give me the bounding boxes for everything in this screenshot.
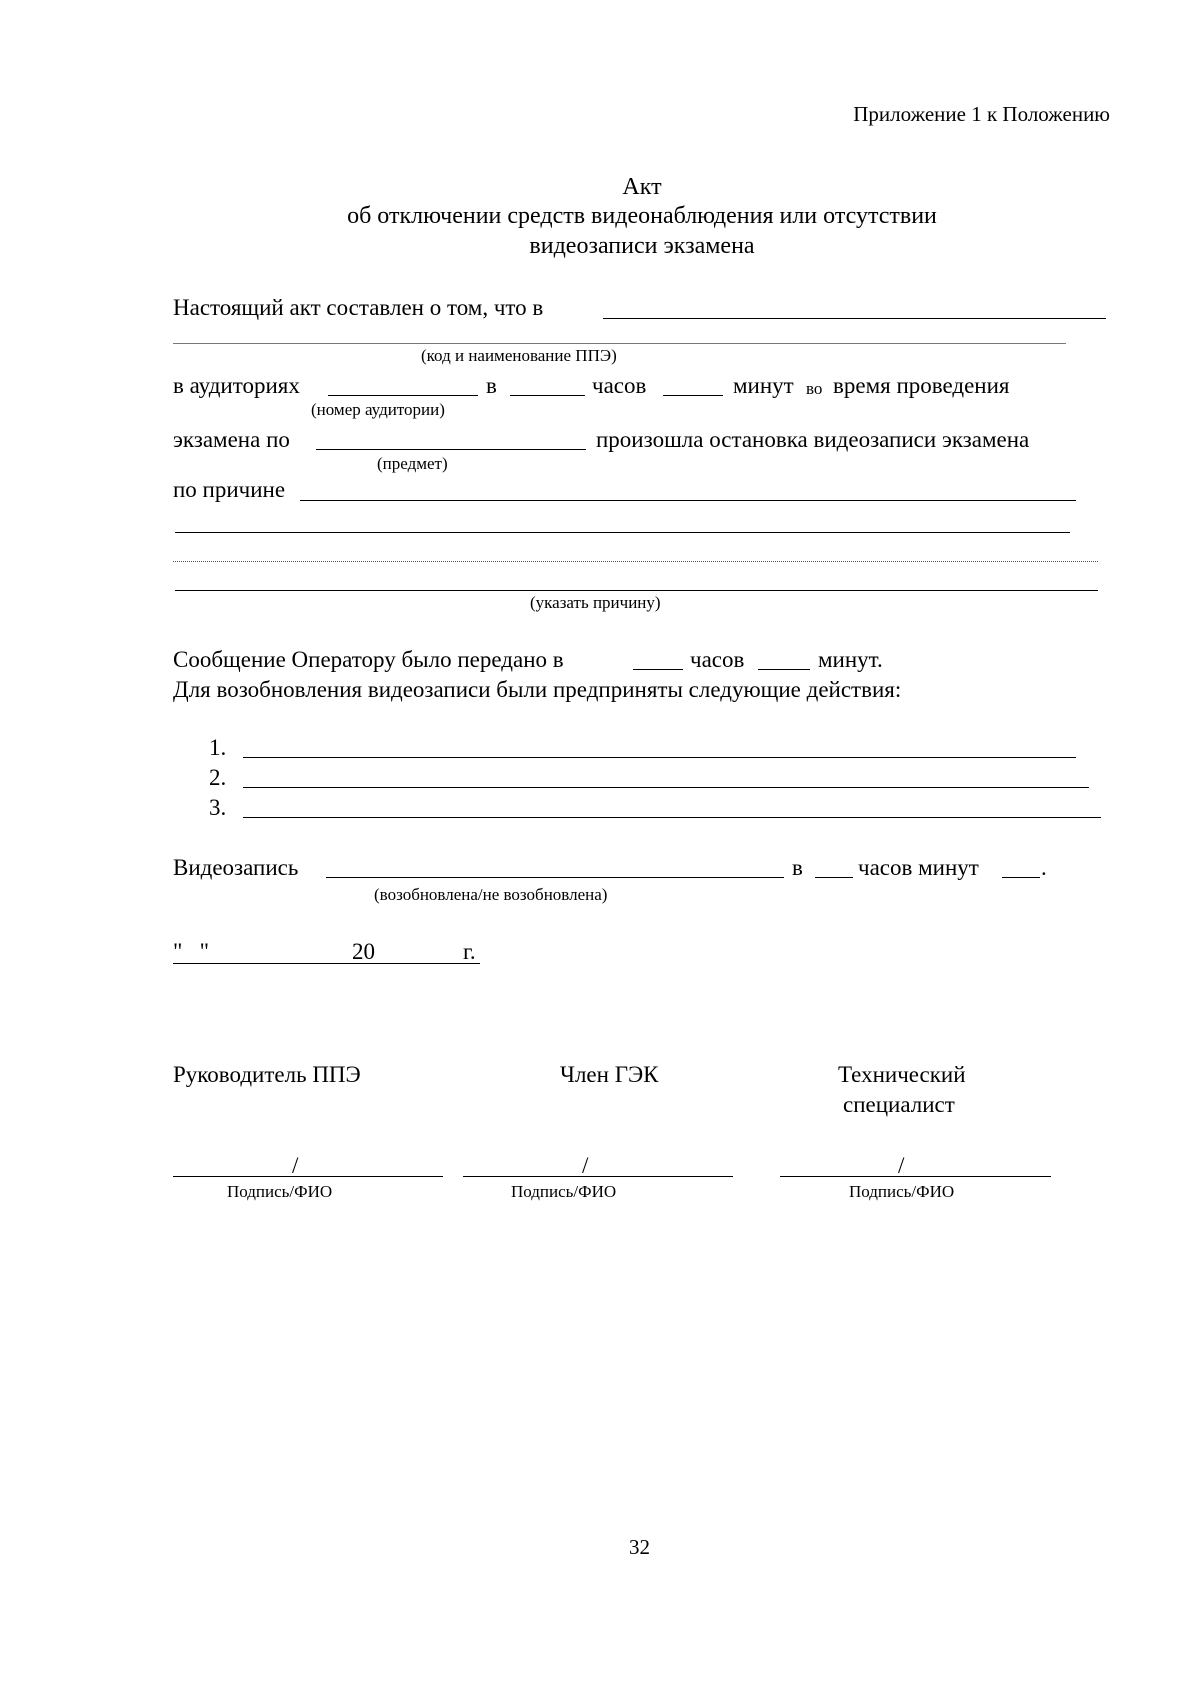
reason-label: по причине	[173, 477, 286, 502]
video-status-line[interactable]	[326, 877, 784, 878]
ppe-field-line-2[interactable]	[173, 343, 1066, 344]
page-number: 32	[629, 1535, 650, 1559]
rooms-hours: часов	[592, 373, 647, 398]
hint-room: (номер аудитории)	[311, 400, 445, 419]
operator-minutes-line[interactable]	[758, 669, 810, 670]
reason-line-1[interactable]	[300, 500, 1076, 501]
operator-hours-line[interactable]	[633, 669, 683, 670]
date-quotes: " "	[173, 939, 210, 964]
video-at: в	[792, 855, 803, 880]
slash-2: /	[582, 1153, 589, 1178]
signature-line-ppe-head[interactable]	[173, 1176, 443, 1177]
room-number-line[interactable]	[328, 395, 478, 396]
list-number-3: 3.	[209, 795, 227, 820]
slash-3: /	[898, 1153, 905, 1178]
title-subject-line2: видеозаписи экзамена	[529, 233, 755, 259]
video-hours-line[interactable]	[815, 877, 853, 878]
date-line[interactable]	[173, 963, 480, 964]
rooms-label: в аудиториях	[173, 373, 300, 398]
stop-text: произошла остановка видеозаписи экзамена	[596, 427, 1030, 452]
video-label: Видеозапись	[173, 855, 299, 880]
during-small: во	[806, 379, 823, 398]
hint-subject: (предмет)	[377, 454, 448, 473]
video-dot: .	[1041, 855, 1047, 880]
appendix-note: Приложение 1 к Положению	[853, 102, 1110, 126]
list-number-1: 1.	[209, 735, 227, 760]
hint-video: (возобновлена/не возобновлена)	[374, 885, 608, 904]
date-year: 20	[352, 939, 375, 964]
video-minutes-line[interactable]	[1002, 877, 1040, 878]
video-time: часов минут	[858, 855, 979, 880]
reason-line-2[interactable]	[175, 532, 1070, 533]
action-line-2[interactable]	[243, 787, 1089, 788]
role-gek-member: Член ГЭК	[560, 1062, 659, 1087]
list-number-2: 2.	[209, 765, 227, 790]
role-ppe-head: Руководитель ППЭ	[173, 1062, 361, 1087]
signature-line-gek-member[interactable]	[463, 1176, 733, 1177]
action-line-1[interactable]	[243, 757, 1076, 758]
reason-line-3[interactable]	[173, 561, 1098, 562]
minutes-line[interactable]	[663, 395, 723, 396]
role-tech-line1: Технический	[838, 1062, 966, 1087]
exam-by-label: экзамена по	[173, 427, 290, 452]
rooms-at: в	[486, 373, 497, 398]
role-tech-line2: специалист	[843, 1092, 955, 1117]
title-subject-line1: об отключении средств видеонаблюдения или отсутствии	[347, 203, 937, 229]
hint-ppe: (код и наименование ППЭ)	[421, 346, 617, 365]
intro-text: Настоящий акт составлен о том, что в	[173, 295, 544, 320]
ppe-field-line[interactable]	[603, 318, 1106, 319]
hint-signature-1: Подпись/ФИО	[227, 1182, 333, 1201]
action-line-3[interactable]	[243, 817, 1101, 818]
subject-line[interactable]	[316, 449, 586, 450]
rooms-minutes: минут	[733, 373, 794, 398]
operator-text: Сообщение Оператору было передано в	[173, 647, 564, 672]
hint-signature-2: Подпись/ФИО	[511, 1182, 617, 1201]
slash-1: /	[292, 1153, 299, 1178]
reason-line-4[interactable]	[175, 590, 1098, 591]
operator-minutes: минут.	[818, 647, 883, 672]
hint-reason: (указать причину)	[530, 593, 661, 612]
date-g: г.	[463, 939, 476, 964]
during-rest: время проведения	[833, 373, 1010, 398]
title-akt: Акт	[622, 174, 662, 200]
signature-line-tech[interactable]	[780, 1176, 1051, 1177]
hint-signature-3: Подпись/ФИО	[849, 1182, 955, 1201]
operator-hours: часов	[690, 647, 745, 672]
hours-line[interactable]	[510, 395, 585, 396]
actions-text: Для возобновления видеозаписи были предприняты следующие действия:	[173, 677, 902, 702]
